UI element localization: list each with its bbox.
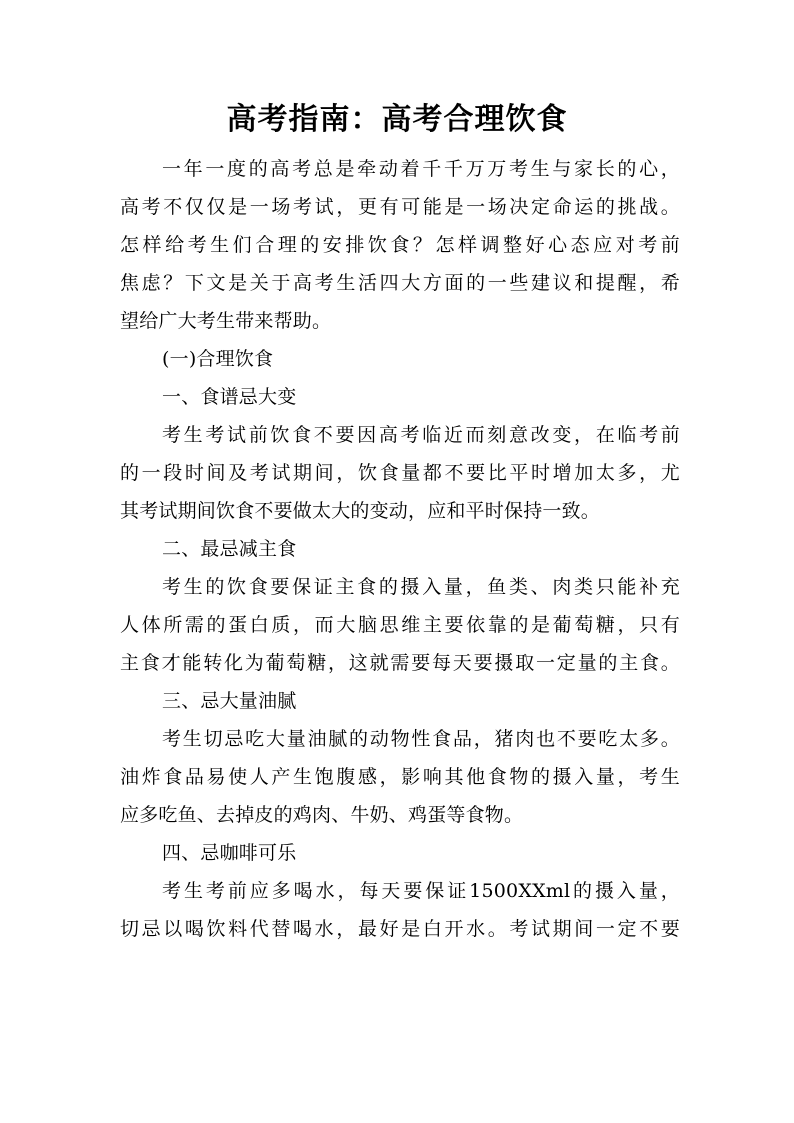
- paragraph-line: 怎样给考生们合理的安排饮食？怎样调整好心态应对考前: [120, 234, 680, 256]
- subsection-heading: 一、食谱忌大变: [162, 386, 297, 408]
- paragraph-line: 应多吃鱼、去掉皮的鸡肉、牛奶、鸡蛋等食物。: [120, 804, 524, 826]
- page-title: 高考指南：高考合理饮食: [226, 102, 568, 137]
- paragraph-line: 望给广大考生带来帮助。: [120, 310, 332, 332]
- paragraph-line: 考生切忌吃大量油腻的动物性食品，猪肉也不要吃太多。: [162, 728, 680, 750]
- paragraph-line: 考生考前应多喝水，每天要保证1500XXml的摄入量，: [162, 880, 680, 902]
- paragraph-line: 切忌以喝饮料代替喝水，最好是白开水。考试期间一定不要: [120, 918, 680, 940]
- paragraph-line: 主食才能转化为葡萄糖，这就需要每天要摄取一定量的主食。: [120, 652, 680, 674]
- paragraph-line: 其考试期间饮食不要做太大的变动，应和平时保持一致。: [120, 500, 601, 522]
- subsection-heading: 四、忌咖啡可乐: [162, 842, 297, 864]
- paragraph-line: 一年一度的高考总是牵动着千千万万考生与家长的心，: [162, 158, 680, 180]
- paragraph-line: 人体所需的蛋白质，而大脑思维主要依靠的是葡萄糖，只有: [120, 614, 680, 636]
- subsection-heading: 三、忌大量油腻: [162, 690, 297, 712]
- paragraph-line: 高考不仅仅是一场考试，更有可能是一场决定命运的挑战。: [120, 196, 680, 218]
- subsection-heading: 二、最忌减主食: [162, 538, 297, 560]
- paragraph-line: 焦虑？下文是关于高考生活四大方面的一些建议和提醒，希: [120, 272, 680, 294]
- paragraph-line: 的一段时间及考试期间，饮食量都不要比平时增加太多，尤: [120, 462, 680, 484]
- document-body: [120, 150, 680, 948]
- paragraph-line: 油炸食品易使人产生饱腹感，影响其他食物的摄入量，考生: [120, 766, 680, 788]
- paragraph-line: 考生考试前饮食不要因高考临近而刻意改变，在临考前: [162, 424, 680, 446]
- section-heading: (一)合理饮食: [162, 348, 274, 370]
- paragraph-line: 考生的饮食要保证主食的摄入量，鱼类、肉类只能补充: [162, 576, 680, 598]
